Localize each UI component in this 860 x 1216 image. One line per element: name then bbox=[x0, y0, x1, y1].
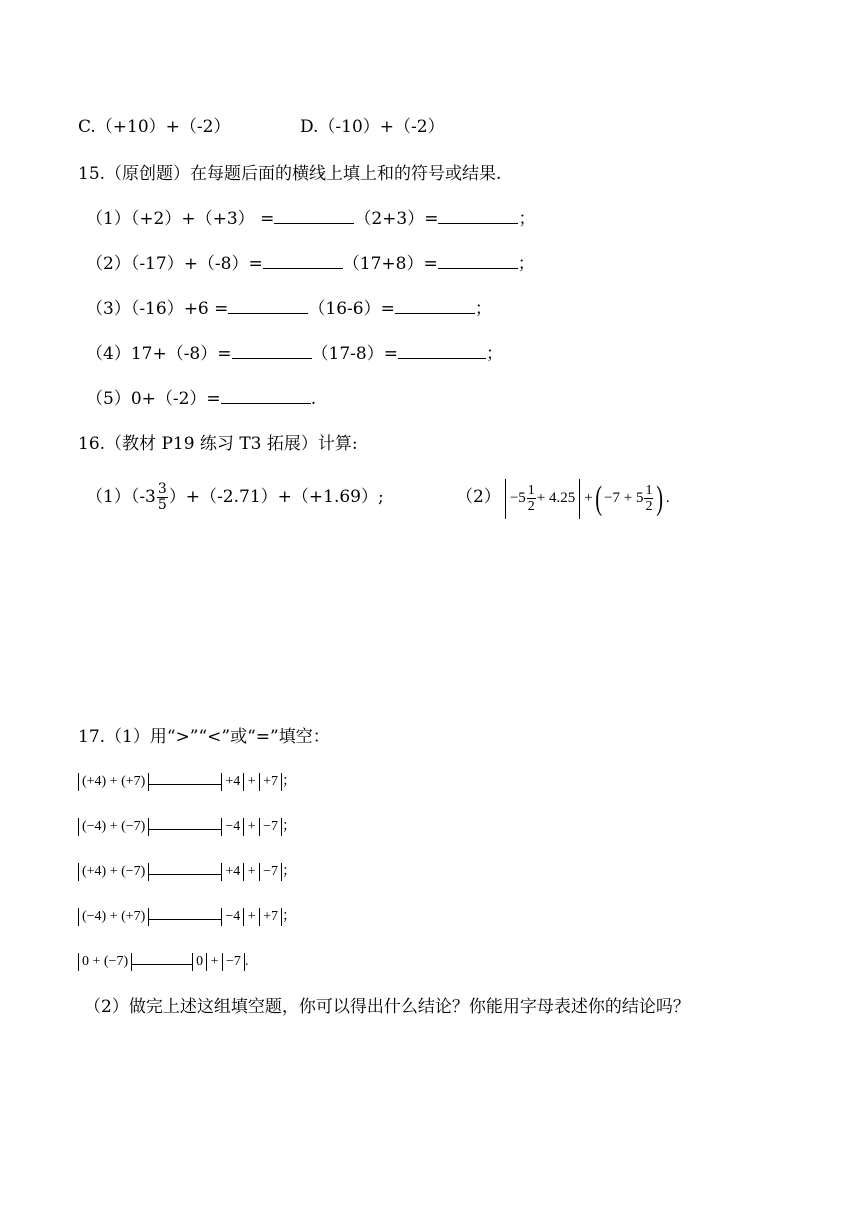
q17-row-5 bbox=[78, 950, 248, 973]
q17-row-5-r2: −7 bbox=[222, 953, 245, 971]
q15-item-5-blank-a[interactable] bbox=[221, 389, 311, 404]
q16-part-2-end: . bbox=[665, 490, 670, 506]
q15-item-4-blank-a[interactable] bbox=[232, 344, 312, 359]
q15-item-4-expr: （4）17+（-8）= bbox=[86, 344, 232, 364]
q17-row-4-blank[interactable] bbox=[149, 905, 221, 920]
q15-item-3-expr: （3）（-16）+6 = bbox=[86, 299, 229, 319]
q15-item-2-expr-b: （17+8）= bbox=[342, 254, 438, 274]
q17-row-2-plus: + bbox=[247, 819, 256, 834]
q15-item-5 bbox=[86, 388, 316, 410]
paren-right: ) bbox=[656, 479, 664, 517]
fraction-numerator: 1 bbox=[527, 483, 535, 499]
q17-row-2-left: (−4) + (−7) bbox=[78, 818, 149, 836]
q16-part-2-inner-fraction bbox=[527, 483, 536, 514]
q17-title: 17.（1）用“>”“<”或“=”填空： bbox=[78, 727, 330, 747]
q17-row-2-blank[interactable] bbox=[149, 815, 221, 830]
q17-row-4-plus: + bbox=[247, 909, 256, 924]
q17-row-1-r1: +4 bbox=[221, 773, 244, 791]
fraction-numerator: 1 bbox=[645, 483, 653, 499]
q16-part-1-expr-a: （1）（-3 bbox=[86, 487, 156, 507]
q17-row-3-r1: +4 bbox=[221, 863, 244, 881]
q15-item-1-expr-b: （2+3）= bbox=[354, 209, 439, 229]
q17-row-3 bbox=[78, 860, 296, 883]
fraction-denominator: 2 bbox=[645, 499, 653, 515]
abs-bar-left bbox=[505, 479, 506, 519]
q17-row-5-r1: 0 bbox=[192, 953, 207, 971]
q16-part-2-plus: + bbox=[584, 490, 593, 506]
q15-item-4-blank-b[interactable] bbox=[398, 344, 486, 359]
q17-row-4-end: ； bbox=[282, 909, 297, 924]
q17-row-3-blank[interactable] bbox=[149, 860, 221, 875]
q17-row-3-r2: −7 bbox=[259, 863, 282, 881]
q16-part-1-fraction bbox=[157, 482, 168, 513]
q16-part-2-paren-a: −7 + 5 bbox=[604, 490, 644, 506]
q17-row-1-r2: +7 bbox=[259, 773, 282, 791]
q15-item-1 bbox=[86, 208, 535, 230]
q16-part-1 bbox=[86, 477, 384, 517]
q17-row-4-r2: +7 bbox=[259, 908, 282, 926]
q15-item-3-blank-b[interactable] bbox=[395, 299, 475, 314]
q17-row-3-end: ； bbox=[282, 864, 297, 879]
q17-row-1-end: ； bbox=[282, 774, 297, 789]
q17-row-2-end: ； bbox=[282, 819, 297, 834]
q16-part-2-inner-a: −5 bbox=[509, 490, 526, 506]
q16-part-2-paren-fraction bbox=[644, 483, 653, 514]
q15-item-4-end: ； bbox=[485, 344, 503, 364]
q16-part-2 bbox=[456, 477, 670, 519]
q15-item-2 bbox=[86, 253, 535, 275]
q15-item-3-end: ； bbox=[474, 299, 492, 319]
q14-option-d: D.（-10）+（-2） bbox=[300, 117, 445, 137]
q15-item-5-end: . bbox=[310, 389, 317, 409]
q15-item-3-expr-b: （16-6）= bbox=[308, 299, 395, 319]
q17-row-4-left: (−4) + (+7) bbox=[78, 908, 149, 926]
q15-item-1-blank-b[interactable] bbox=[438, 209, 518, 224]
q15-item-2-blank-a[interactable] bbox=[263, 254, 343, 269]
q16-part-2-inner-b: + 4.25 bbox=[536, 490, 576, 506]
q17-row-4 bbox=[78, 905, 296, 928]
q16-part-2-label: （2） bbox=[456, 487, 501, 507]
q17-row-5-end: . bbox=[244, 954, 249, 969]
q17-row-5-blank[interactable] bbox=[132, 950, 192, 965]
q17-row-4-r1: −4 bbox=[221, 908, 244, 926]
q17-row-3-plus: + bbox=[247, 864, 256, 879]
q17-row-5-plus: + bbox=[210, 954, 219, 969]
q17-part-2: （2）做完上述这组填空题，你可以得出什么结论？你能用字母表述你的结论吗？ bbox=[84, 997, 690, 1017]
q16-title: 16.（教材 P19 练习 T3 拓展）计算: bbox=[78, 434, 358, 454]
q17-row-2-r2: −7 bbox=[259, 818, 282, 836]
q15-item-1-end: ； bbox=[518, 209, 536, 229]
q15-item-3 bbox=[86, 298, 492, 320]
q17-row-1-left: (+4) + (+7) bbox=[78, 773, 149, 791]
q17-row-1 bbox=[78, 770, 296, 793]
q17-row-2 bbox=[78, 815, 296, 838]
q17-row-3-left: (+4) + (−7) bbox=[78, 863, 149, 881]
q17-row-1-plus: + bbox=[247, 774, 256, 789]
abs-bar-right bbox=[579, 479, 580, 519]
q15-item-1-expr: （1）（+2）+（+3） = bbox=[86, 209, 275, 229]
q15-item-1-blank-a[interactable] bbox=[274, 209, 354, 224]
q15-item-4 bbox=[86, 343, 503, 365]
q15-item-5-expr: （5）0+（-2）= bbox=[86, 389, 221, 409]
q15-item-2-end: ； bbox=[517, 254, 535, 274]
q17-row-2-r1: −4 bbox=[221, 818, 244, 836]
q16-part-1-expr-b: ）+（-2.71）+（+1.69）; bbox=[168, 487, 384, 507]
q17-row-5-left: 0 + (−7) bbox=[78, 953, 132, 971]
q15-title: 15.（原创题）在每题后面的横线上填上和的符号或结果. bbox=[78, 164, 502, 184]
q15-item-2-blank-b[interactable] bbox=[438, 254, 518, 269]
fraction-denominator: 5 bbox=[157, 497, 167, 513]
q15-item-2-expr: （2）（-17）+（-8）= bbox=[86, 254, 263, 274]
fraction-numerator: 3 bbox=[157, 481, 167, 497]
q15-item-4-expr-b: （17-8）= bbox=[311, 344, 398, 364]
q14-option-c: C.（+10）+（-2） bbox=[78, 117, 231, 137]
paren-left: ( bbox=[595, 479, 602, 517]
q15-item-3-blank-a[interactable] bbox=[228, 299, 308, 314]
fraction-denominator: 2 bbox=[527, 499, 535, 515]
q17-row-1-blank[interactable] bbox=[149, 770, 221, 785]
